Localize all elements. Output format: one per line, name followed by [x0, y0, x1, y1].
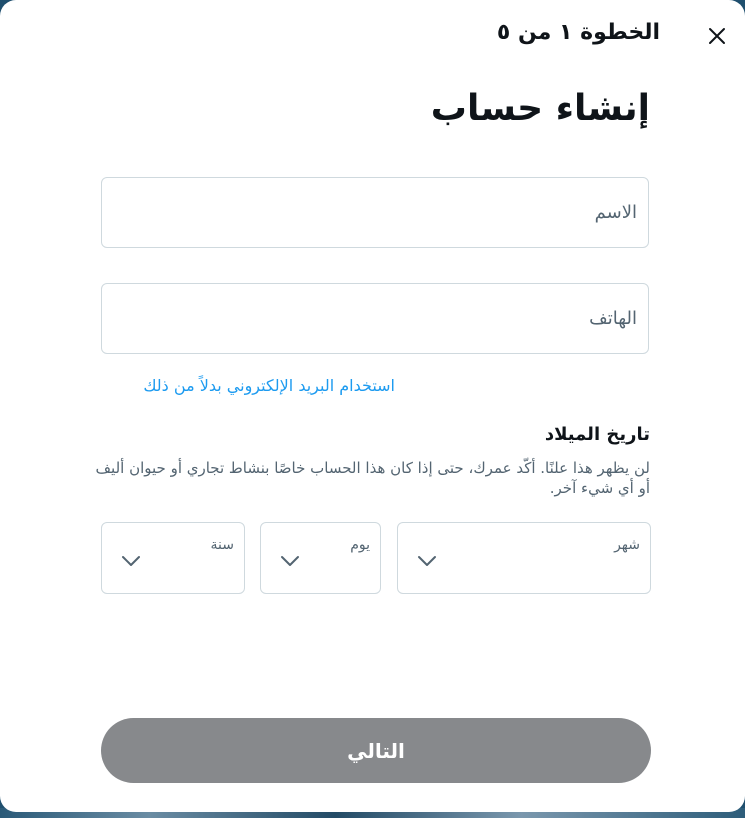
month-select[interactable] — [397, 522, 651, 594]
use-email-link[interactable]: استخدام البريد الإلكتروني بدلاً من ذلك — [143, 376, 395, 395]
year-select[interactable] — [101, 522, 245, 594]
close-button[interactable] — [700, 19, 734, 53]
page-title: إنشاء حساب — [430, 88, 650, 129]
modal-header — [0, 14, 745, 56]
phone-input[interactable] — [102, 284, 648, 353]
close-icon — [707, 26, 727, 46]
next-button[interactable]: التالي — [101, 718, 651, 783]
name-field[interactable] — [101, 177, 649, 248]
phone-field[interactable] — [101, 283, 649, 354]
chevron-down-icon — [278, 549, 302, 573]
name-input[interactable] — [102, 178, 648, 247]
dob-title: تاريخ الميلاد — [544, 424, 650, 445]
dob-description: لن يظهر هذا علنًا. أكّد عمرك، حتى إذا كان هذا الحساب خاصًا بنشاط تجاري أو حيوان أليف أو أي شيء آخر. — [95, 459, 650, 497]
chevron-down-icon — [415, 549, 439, 573]
month-label: شهر — [614, 537, 640, 553]
day-select[interactable] — [260, 522, 381, 594]
step-indicator: الخطوة ١ من ٥ — [496, 20, 660, 45]
chevron-down-icon — [119, 549, 143, 573]
day-label: يوم — [350, 537, 370, 553]
year-label: سنة — [210, 537, 234, 553]
